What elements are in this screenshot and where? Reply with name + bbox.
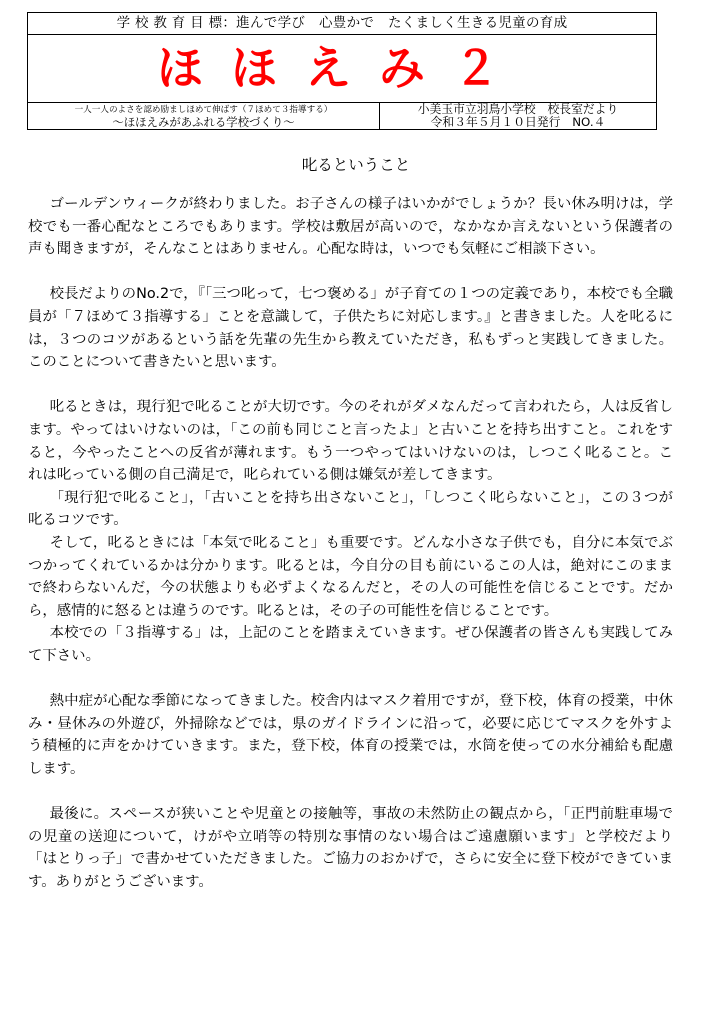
school-goal: 学 校 教 育 目 標：進んで学び 心豊かで たくましく生きる児童の育成: [28, 13, 656, 35]
paragraph-school-policy: 本校での「３指導する」は，上記のことを踏まえていきます。ぜひ保護者の皆さんも実践してみて下さい。: [28, 625, 673, 664]
paragraph-golden-week: ゴールデンウィークが終わりました。お子さんの様子はいかがでしょうか？長い休み明けは，学校でも一番心配なところでもあります。学校は敷居が高いので，なかなか言えないという保護者の声も聞きますが，そんなことはありません。心配な時は，いつでも気軽にご相談下さい。: [28, 196, 673, 258]
masthead: [27, 12, 657, 130]
slogan-box: [28, 103, 380, 130]
issue-date: 令和３年５月１０日発行 NO.４: [430, 115, 606, 129]
slogan-line-1: 一人一人のよさを認め励ましほめて伸ばす（７ほめて３指導する）: [74, 105, 333, 115]
paragraph-gap: [28, 374, 673, 397]
newsletter-title: ほほえみ２: [28, 35, 656, 103]
slogan-line-2: ～ほほえみがあふれる学校づくり～: [112, 115, 295, 129]
paragraph-gap: [28, 780, 673, 803]
paragraph-parking: 最後に。スペースが狭いことや児童との接触等，事故の未然防止の観点から，「正門前駐車場での児童の送迎について，けがや立哨等の特別な事情のない場合はご遠慮願います」と学校だより「はとりっ子」で書かせていただきました。ご協力のおかげで，さらに安全に登下校ができています。ありがとうございます。: [28, 806, 673, 890]
paragraph-scolding-timing: 叱るときは，現行犯で叱ることが大切です。今のそれがダメなんだって言われたら，人は反省します。やってはいけないのは，「この前も同じこと言ったよ」と古いことを持ち出すこと。これをすると，今やったことへの反省が薄れます。もう一つやってはいけないのは，しつこく叱ること。これは叱っている側の自己満足で，叱られている側は嫌気が差してきます。: [28, 399, 673, 484]
paragraph-gap: [28, 667, 673, 690]
school-name: 小美玉市立羽鳥小学校 校長室だより: [417, 102, 619, 116]
paragraph-scolding-intro: 校長だよりのNo.2で，『「三つ叱って，七つ褒める」が子育ての１つの定義であり，本校でも全職員が「７ほめて３指導する」ことを意識して，子供たちに対応します。』と書きました。人を叱るには，３つのコツがあるという話を先輩の先生から教えていただき，私もずっと実践してきました。このことについて書きたいと思います。: [28, 286, 673, 371]
article-title: 叱るということ: [301, 156, 411, 174]
article-body: [28, 193, 673, 893]
paragraph-seriousness: そして，叱るときには「本気で叱ること」も重要です。どんな小さな子供でも，自分に本気でぶつかってくれているかは分かります。叱るとは，今自分の目も前にいるこの人は，絶対にこのままで終わらないんだ，今の状態よりも必ずよくなるんだと，その人の可能性を信じることです。だから，感情的に怒るとは違うのです。叱るとは，その子の可能性を信じることです。: [28, 534, 673, 619]
paragraph-heatstroke: 熱中症が心配な季節になってきました。校舎内はマスク着用ですが，登下校，体育の授業，中休み・昼休みの外遊び，外掃除などでは，県のガイドラインに沿って，必要に応じてマスクを外すよう積極的に声をかけていきます。また，登下校，体育の授業では，水筒を使っての水分補給も配慮します。: [28, 693, 673, 777]
paragraph-three-tips: 「現行犯で叱ること」，「古いことを持ち出さないこと」，「しつこく叱らないこと」，この３つが叱るコツです。: [28, 489, 673, 529]
paragraph-gap: [28, 261, 673, 284]
publication-info: [380, 103, 656, 130]
